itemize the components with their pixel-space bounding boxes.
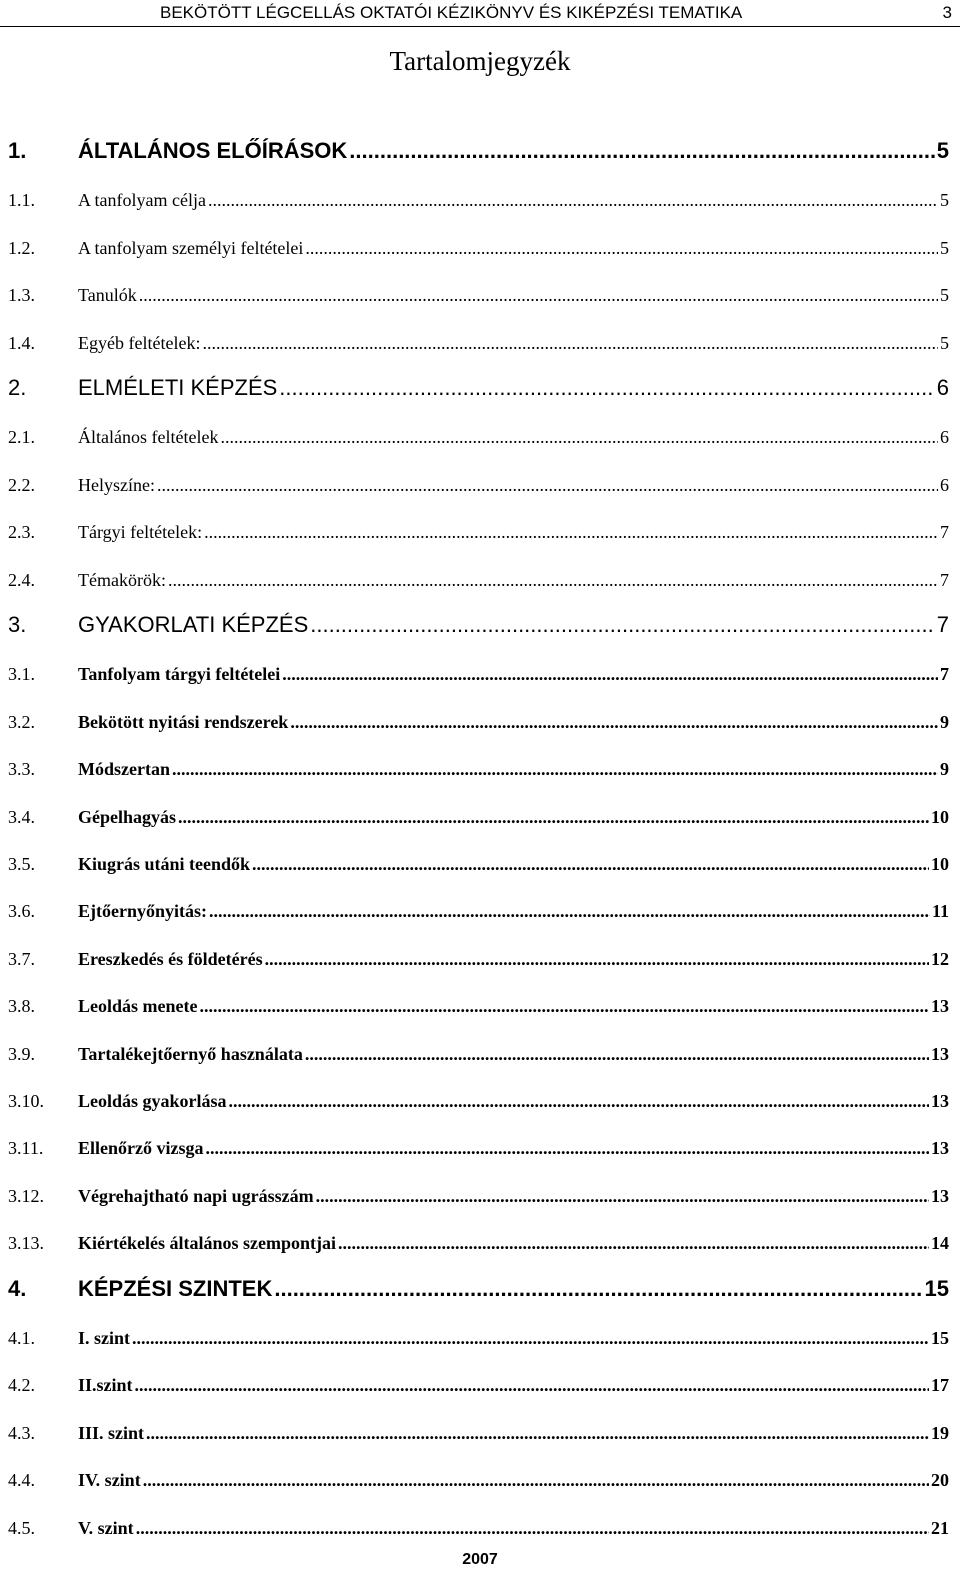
toc-entry-page: 12 <box>931 948 949 969</box>
toc-entry[interactable] <box>8 892 949 922</box>
toc-entry-number: 1.2. <box>8 237 35 258</box>
toc-entry[interactable] <box>8 798 949 828</box>
toc-dot-leader <box>202 332 938 354</box>
toc-entry-title: Általános feltételek <box>78 427 219 448</box>
toc-entry-number: 3.8. <box>8 996 35 1017</box>
toc-dot-leader <box>199 995 929 1017</box>
toc-entry-number: 3.5. <box>8 854 35 874</box>
toc-entry-title: Ejtőernyőnyitás: <box>78 901 207 922</box>
toc-dot-leader <box>290 711 938 733</box>
toc-entry-page: 14 <box>931 1233 949 1254</box>
toc-entry-title: A tanfolyam célja <box>78 190 206 211</box>
toc-entry-number: 3.11. <box>8 1138 44 1159</box>
toc-entry[interactable] <box>8 1366 949 1396</box>
toc-entry-title: ELMÉLETI KÉPZÉS <box>78 375 278 400</box>
toc-entry[interactable] <box>8 845 949 875</box>
toc-entry-number: 1.4. <box>8 332 35 353</box>
toc-entry-title: Tartalékejtőernyő használata <box>78 1043 303 1064</box>
toc-entry-page: 6 <box>940 474 949 495</box>
toc-entry[interactable] <box>8 513 949 543</box>
toc-dot-leader <box>282 663 938 685</box>
running-header <box>0 0 960 27</box>
toc-entry-number: 2. <box>8 375 27 400</box>
toc-entry-page: 15 <box>924 1275 949 1301</box>
toc-entry[interactable] <box>8 750 949 780</box>
footer-year: 2007 <box>462 1551 498 1568</box>
toc-entry-title: ÁLTALÁNOS ELŐÍRÁSOK <box>78 138 348 163</box>
toc-entry-page: 7 <box>940 522 949 543</box>
toc-entry[interactable] <box>8 1082 949 1112</box>
toc-entry[interactable] <box>8 466 949 496</box>
toc-entry[interactable] <box>8 608 949 638</box>
toc-entry-page: 5 <box>940 332 949 353</box>
toc-entry-page: 20 <box>931 1470 949 1491</box>
toc-entry[interactable] <box>8 181 949 211</box>
toc-entry-number: 1. <box>8 138 27 163</box>
toc-entry-number: 3.6. <box>8 901 35 922</box>
toc-entry[interactable] <box>8 561 949 591</box>
toc-entry-page: 19 <box>931 1422 949 1443</box>
header-page-number: 3 <box>942 3 952 22</box>
toc-entry-title: A tanfolyam személyi feltételei <box>78 237 304 258</box>
toc-entry-number: 2.3. <box>8 522 35 543</box>
toc-dot-leader <box>310 612 935 638</box>
toc-dot-leader <box>305 1043 929 1065</box>
toc-entry[interactable] <box>8 1319 949 1349</box>
toc-dot-leader <box>208 189 938 211</box>
toc-entry-number: 3.10. <box>8 1091 44 1111</box>
toc-entry-page: 15 <box>931 1328 949 1348</box>
toc-entry-page: 13 <box>931 996 949 1017</box>
toc-entry-number: 3.2. <box>8 711 35 732</box>
toc-dot-leader <box>220 426 938 448</box>
toc-entry-page: 9 <box>940 759 949 780</box>
toc-entry-title: Leoldás gyakorlása <box>78 1091 227 1111</box>
toc-entry-number: 4.5. <box>8 1517 35 1538</box>
toc-entry-title: III. szint <box>78 1422 145 1443</box>
toc-entry[interactable] <box>8 324 949 354</box>
toc-entry[interactable] <box>8 134 949 164</box>
toc-entry[interactable] <box>8 1414 949 1444</box>
toc-entry-number: 4.1. <box>8 1328 35 1348</box>
toc-entry-title: KÉPZÉSI SZINTEK <box>78 1275 273 1301</box>
toc-entry-page: 17 <box>931 1375 949 1396</box>
toc-entry[interactable] <box>8 940 949 970</box>
toc-entry-number: 4. <box>8 1275 27 1301</box>
toc-entry-number: 3.13. <box>8 1233 44 1254</box>
toc-entry-title: Tanulók <box>78 285 137 306</box>
toc-entry-title: II.szint <box>78 1375 133 1396</box>
toc-entry-title: Egyéb feltételek: <box>78 332 201 353</box>
toc-entry-number: 3. <box>8 612 27 637</box>
toc-entry-title: I. szint <box>78 1328 131 1348</box>
toc-entry-title: Tanfolyam tárgyi feltételei <box>78 664 281 685</box>
toc-entry-page: 11 <box>931 901 949 922</box>
toc-entry-number: 4.3. <box>8 1422 35 1443</box>
toc-entry-title: Tárgyi feltételek: <box>78 522 203 543</box>
toc-entry-page: 13 <box>931 1091 949 1111</box>
toc-entry[interactable] <box>8 1035 949 1065</box>
toc-entry-title: Kiugrás utáni teendők <box>78 854 251 874</box>
toc-entry-page: 7 <box>940 569 949 590</box>
toc-entry[interactable] <box>8 1509 949 1539</box>
toc-entry-number: 4.2. <box>8 1375 35 1396</box>
toc-entry-page: 5 <box>940 190 949 211</box>
toc-entry[interactable] <box>8 703 949 733</box>
toc-dot-leader <box>349 138 934 164</box>
toc-dot-leader <box>305 237 938 259</box>
toc-entry-title: IV. szint <box>78 1470 141 1491</box>
toc-dot-leader <box>146 1422 929 1444</box>
toc-entry-page: 6 <box>936 375 949 400</box>
toc-entry[interactable] <box>8 1461 949 1491</box>
toc-dot-leader <box>143 1469 929 1491</box>
toc-entry-number: 3.3. <box>8 759 35 780</box>
toc-dot-leader <box>279 375 934 401</box>
toc-entry-number: 2.4. <box>8 569 35 590</box>
toc-entry-page: 13 <box>931 1185 949 1206</box>
toc-dot-leader <box>338 1232 929 1254</box>
toc-dot-leader <box>135 1374 929 1396</box>
toc-entry-page: 21 <box>931 1517 949 1538</box>
toc-entry[interactable] <box>8 371 949 401</box>
toc-entry-title: V. szint <box>78 1517 134 1538</box>
toc-entry[interactable] <box>8 1224 949 1254</box>
toc-entry-title: Módszertan <box>78 759 170 780</box>
toc-entry-number: 3.4. <box>8 806 35 827</box>
toc-dot-leader <box>229 1090 929 1112</box>
toc-entry-title: Helyszíne: <box>78 474 155 495</box>
toc-entry[interactable] <box>8 1177 949 1207</box>
toc-entry-page: 13 <box>931 1138 949 1159</box>
toc-dot-leader <box>139 284 938 306</box>
toc-entry-title: Kiértékelés általános szempontjai <box>78 1233 336 1254</box>
toc-entry-title: GYAKORLATI KÉPZÉS <box>78 612 309 637</box>
toc-entry-title: Leoldás menete <box>78 996 198 1017</box>
toc-dot-leader <box>157 474 938 496</box>
toc-entry-number: 3.7. <box>8 948 35 969</box>
toc-entry-title: Végrehajtható napi ugrásszám <box>78 1185 314 1206</box>
toc-entry-number: 2.2. <box>8 474 35 495</box>
toc-dot-leader <box>274 1276 922 1302</box>
toc-dot-leader <box>168 569 938 591</box>
toc-entry-title: Bekötött nyitási rendszerek <box>78 711 289 732</box>
toc-entry-title: Gépelhagyás <box>78 806 177 827</box>
toc-dot-leader <box>136 1517 929 1539</box>
toc-entry-page: 5 <box>936 138 949 163</box>
toc-dot-leader <box>172 758 938 780</box>
toc-entry[interactable] <box>8 1272 949 1302</box>
toc-entry-page: 7 <box>936 612 949 637</box>
toc-entry[interactable] <box>8 655 949 685</box>
toc-entry-page: 10 <box>931 806 949 827</box>
toc-entry-page: 10 <box>931 854 949 874</box>
toc-entry-page: 6 <box>940 427 949 448</box>
toc-entry[interactable] <box>8 987 949 1017</box>
toc-entry-page: 5 <box>940 237 949 258</box>
toc-entry-title: Témakörök: <box>78 569 166 590</box>
toc-entry-number: 4.4. <box>8 1470 35 1491</box>
toc-dot-leader <box>132 1327 929 1349</box>
toc-dot-leader <box>204 521 938 543</box>
toc-entry-number: 2.1. <box>8 427 35 448</box>
header-title: BEKÖTÖTT LÉGCELLÁS OKTATÓI KÉZIKÖNYV ÉS KIKÉPZÉSI TEMATIKA <box>160 3 743 22</box>
toc-dot-leader <box>316 1185 929 1207</box>
toc-dot-leader <box>265 948 929 970</box>
toc-dot-leader <box>209 900 930 922</box>
toc-entry[interactable] <box>8 276 949 306</box>
toc-entry-number: 3.1. <box>8 664 35 685</box>
toc-entry-title: Ereszkedés és földetérés <box>78 948 263 969</box>
toc-entry-page: 7 <box>940 664 949 685</box>
toc-entry-page: 13 <box>931 1043 949 1064</box>
toc-heading: Tartalomjegyzék <box>389 46 571 76</box>
toc-entry[interactable] <box>8 418 949 448</box>
toc-entry[interactable] <box>8 229 949 259</box>
toc-entry-number: 3.12. <box>8 1185 44 1206</box>
toc-entry-page: 5 <box>940 285 949 306</box>
toc-entry[interactable] <box>8 1129 949 1159</box>
toc-entry-number: 3.9. <box>8 1043 35 1064</box>
toc-dot-leader <box>252 853 929 875</box>
toc-entry-number: 1.1. <box>8 190 35 211</box>
toc-entry-number: 1.3. <box>8 285 35 306</box>
toc-entry-page: 9 <box>940 711 949 732</box>
toc-dot-leader <box>178 806 929 828</box>
toc-entry-title: Ellenőrző vizsga <box>78 1138 204 1159</box>
toc-dot-leader <box>205 1137 929 1159</box>
